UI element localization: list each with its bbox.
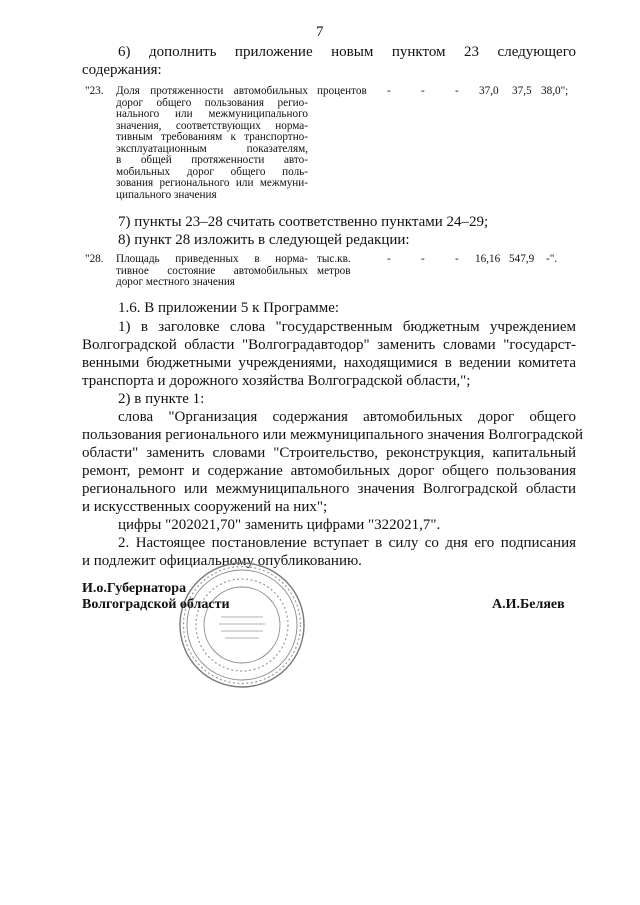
row23-desc-line: зования регионального или межмуни-	[116, 177, 308, 189]
item7: 7) пункты 23–28 считать соответственно пунктами 24–29;	[118, 214, 489, 230]
row28-value2: 547,9	[509, 253, 535, 265]
row23-unit: процентов	[317, 85, 367, 97]
item6-line2: содержания:	[82, 62, 162, 78]
item8: 8) пункт 28 изложить в следующей редакции:	[118, 232, 410, 248]
paragraph-3-line: регионального или межмуниципального значения Волгоградской области	[82, 481, 576, 497]
row28-description	[116, 254, 308, 289]
row28-dash3: -	[455, 253, 459, 265]
paragraph-5-line: и подлежит официальному опубликованию.	[82, 553, 362, 569]
paragraph-1-line: транспорта и дорожного хозяйства Волгоградской области,";	[82, 373, 471, 389]
row23-value1: 37,0	[479, 85, 499, 97]
paragraph-3-line: ремонт, ремонт и содержание автомобильных дорог общего пользования	[82, 463, 576, 479]
row28-desc-line: Площадь приведенных в норма-	[116, 253, 308, 265]
row28-unit-line: тыс.кв.	[317, 253, 351, 265]
signature-title-line1: И.о.Губернатора	[82, 581, 187, 596]
paragraph-1-line: Волгоградской области "Волгоградавтодор" заменить словами "государст-	[82, 337, 576, 353]
section-1-6: 1.6. В приложении 5 к Программе:	[118, 300, 340, 316]
row28-number: "28.	[85, 253, 104, 265]
row23-description	[116, 86, 308, 201]
item6-line1: 6) дополнить приложение новым пунктом 23 следующего	[118, 44, 576, 60]
paragraph-1-line: 1) в заголовке слова "государственным бюджетным учреждением	[118, 319, 576, 335]
row28-unit	[317, 254, 351, 277]
paragraph-3-line: пользования регионального или межмуниципального значения Волгоградской	[82, 427, 584, 443]
paragraph-3-line: слова "Организация содержания автомобильных дорог общего	[118, 409, 576, 425]
official-stamp-seal	[177, 560, 307, 690]
row23-dash1: -	[387, 85, 391, 97]
row28-value1: 16,16	[475, 253, 501, 265]
page-number: 7	[316, 24, 324, 40]
row23-desc-line: дорог общего пользования регио-	[116, 96, 308, 109]
row23-desc-line: в общей протяженности авто-	[116, 154, 308, 166]
row23-number: "23.	[85, 85, 104, 97]
row28-value3: -".	[546, 253, 558, 265]
paragraph-4: цифры "202021,70" заменить цифрами "322021,7".	[118, 517, 441, 533]
row28-desc-line: дорог местного значения	[116, 276, 235, 288]
row23-desc-line: ципального значения	[116, 188, 217, 201]
row23-desc-line: тивным требованиям к транспортно-	[116, 131, 308, 143]
paragraph-3-line: и искусственных сооружений на них";	[82, 499, 328, 515]
row23-desc-line: эксплуатационным показателям,	[116, 142, 308, 155]
row23-desc-line: нального или межмуниципального	[116, 108, 308, 120]
row28-desc-line: тивное состояние автомобильных	[116, 264, 308, 277]
row23-desc-line: значения, соответствующих норма-	[116, 119, 308, 132]
row23-value2: 37,5	[512, 85, 532, 97]
signature-title-line2: Волгоградской области	[82, 597, 230, 612]
row28-dash2: -	[421, 253, 425, 265]
row23-dash2: -	[421, 85, 425, 97]
row23-value3: 38,0";	[541, 85, 569, 97]
paragraph-3-line: области" заменить словами "Строительство, реконструкция, капитальный	[82, 445, 576, 461]
paragraph-2: 2) в пункте 1:	[118, 391, 205, 407]
row28-dash1: -	[387, 253, 391, 265]
row28-unit-line: метров	[317, 264, 351, 277]
row23-dash3: -	[455, 85, 459, 97]
paragraph-1-line: венными бюджетными учреждениями, находящимися в ведении комитета	[82, 355, 576, 371]
paragraph-5-line: 2. Настоящее постановление вступает в силу со дня его подписания	[118, 535, 576, 551]
signature-name: А.И.Беляев	[492, 597, 565, 612]
row23-desc-line: мобильных дорог общего поль-	[116, 165, 308, 178]
row23-desc-line: Доля протяженности автомобильных	[116, 85, 308, 97]
